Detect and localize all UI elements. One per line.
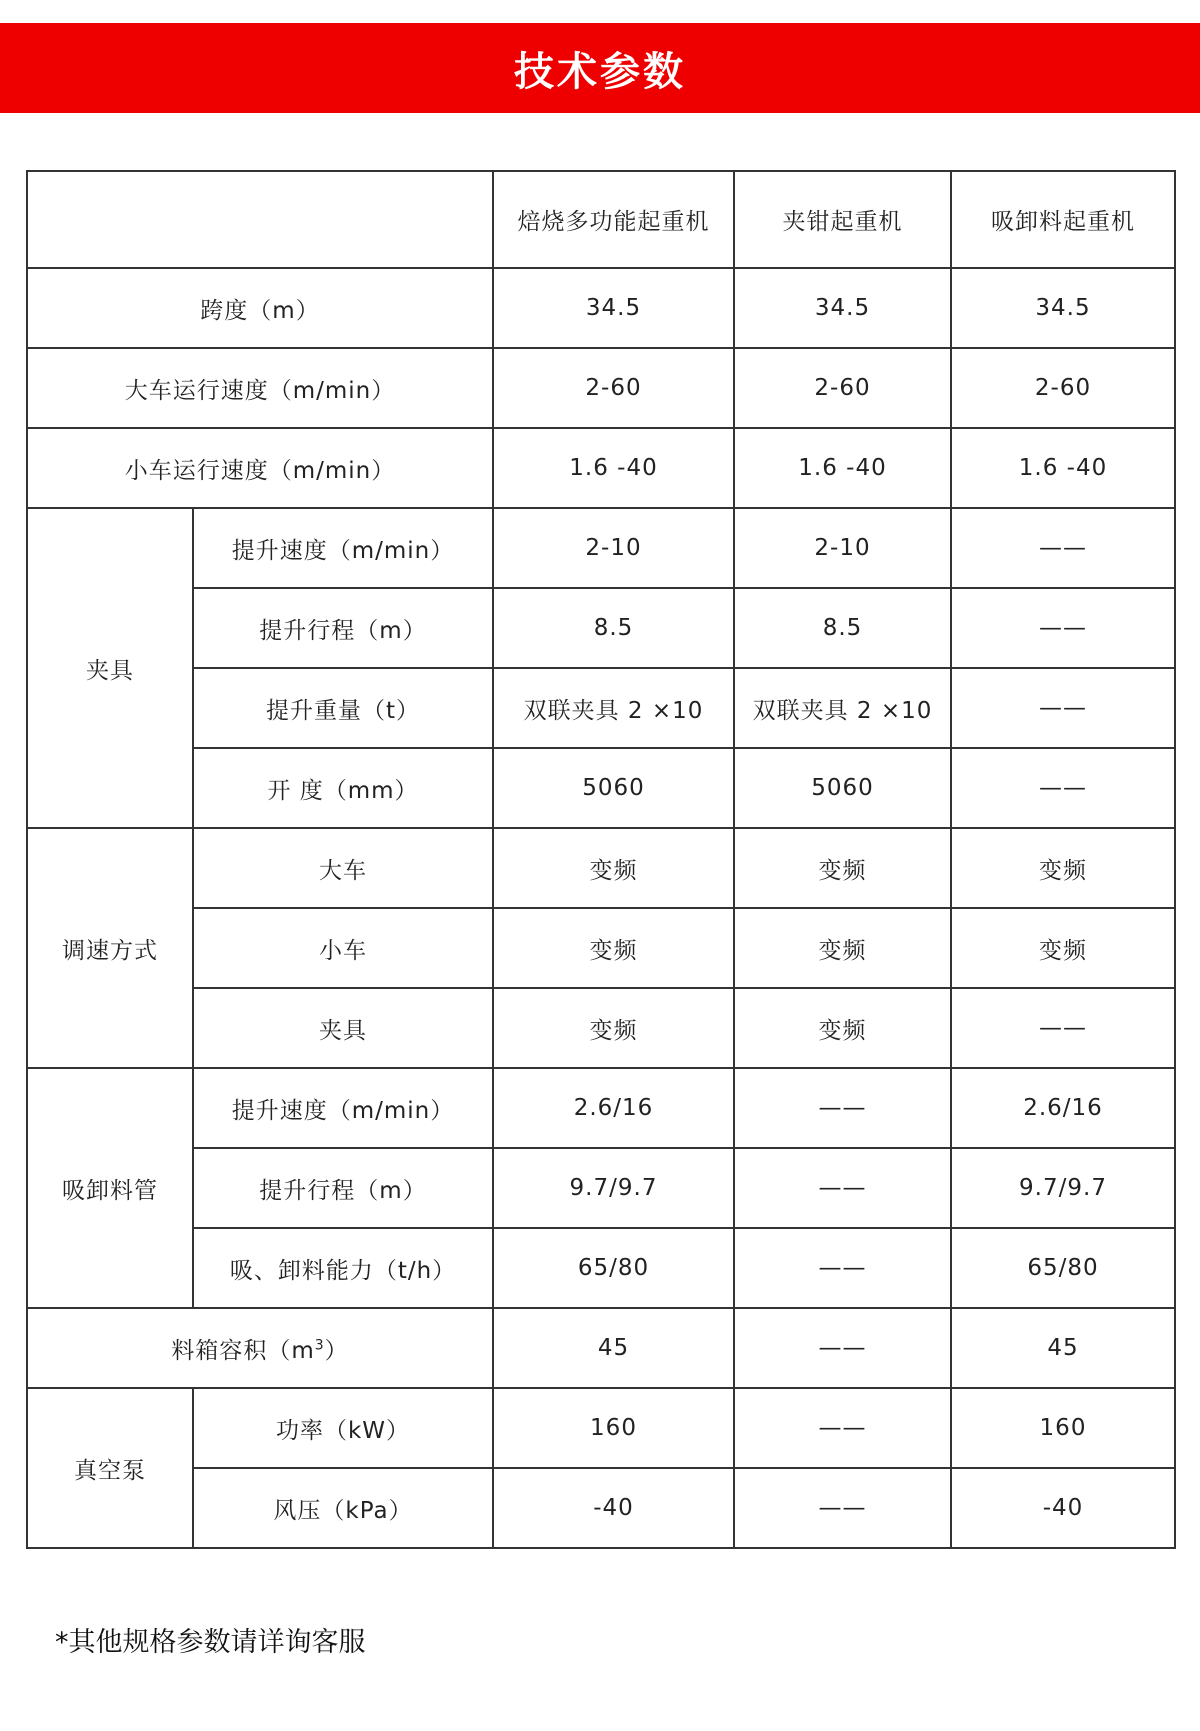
row-label: 吸、卸料能力（t/h） xyxy=(193,1228,493,1308)
table-cell: 变频 xyxy=(951,828,1175,908)
hopper-label-superscript: 3 xyxy=(314,1336,325,1353)
table-cell: 变频 xyxy=(734,908,951,988)
column-header: 夹钳起重机 xyxy=(734,171,951,268)
table-row xyxy=(27,668,1175,748)
row-label: 提升行程（m） xyxy=(193,1148,493,1228)
table-row xyxy=(27,988,1175,1068)
group-label-vacuum-pump: 真空泵 xyxy=(27,1388,193,1548)
table-cell: 2-60 xyxy=(493,348,734,428)
row-label: 提升速度（m/min） xyxy=(193,508,493,588)
group-label-clamp: 夹具 xyxy=(27,508,193,828)
table-cell: —— xyxy=(734,1308,951,1388)
table-row xyxy=(27,1468,1175,1548)
row-label: 风压（kPa） xyxy=(193,1468,493,1548)
table-row xyxy=(27,828,1175,908)
table-cell: 1.6 -40 xyxy=(493,428,734,508)
hopper-label-prefix: 料箱容积（m xyxy=(171,1337,315,1364)
row-label: 跨度（m） xyxy=(27,268,493,348)
group-label-suction-pipe: 吸卸料管 xyxy=(27,1068,193,1308)
table-cell: 5060 xyxy=(734,748,951,828)
table-cell: 5060 xyxy=(493,748,734,828)
table-cell: 双联夹具 2 ×10 xyxy=(493,668,734,748)
table-row xyxy=(27,748,1175,828)
table-cell: 变频 xyxy=(493,828,734,908)
table-cell: 变频 xyxy=(734,828,951,908)
hopper-label-suffix: ） xyxy=(324,1337,349,1364)
table-cell: 45 xyxy=(493,1308,734,1388)
page-title: 技术参数 xyxy=(514,48,686,95)
table-cell: 8.5 xyxy=(493,588,734,668)
table-cell: —— xyxy=(734,1468,951,1548)
table-cell: 2-60 xyxy=(951,348,1175,428)
table-cell: —— xyxy=(951,508,1175,588)
table-cell: —— xyxy=(951,668,1175,748)
table-cell: 2-10 xyxy=(734,508,951,588)
table-cell: 变频 xyxy=(734,988,951,1068)
group-label-speed-control: 调速方式 xyxy=(27,828,193,1068)
table-cell: 2.6/16 xyxy=(493,1068,734,1148)
table-row xyxy=(27,508,1175,588)
table-row xyxy=(27,908,1175,988)
table-cell: 2.6/16 xyxy=(951,1068,1175,1148)
table-row xyxy=(27,1148,1175,1228)
table-cell: —— xyxy=(951,588,1175,668)
table-row xyxy=(27,1388,1175,1468)
row-label: 夹具 xyxy=(193,988,493,1068)
table-row xyxy=(27,588,1175,668)
row-label: 提升重量（t） xyxy=(193,668,493,748)
row-label-hopper-volume xyxy=(27,1308,493,1388)
row-label: 提升速度（m/min） xyxy=(193,1068,493,1148)
table-row xyxy=(27,348,1175,428)
table-row xyxy=(27,428,1175,508)
header-corner-cell xyxy=(27,171,493,268)
table-cell: 变频 xyxy=(951,908,1175,988)
row-label: 小车运行速度（m/min） xyxy=(27,428,493,508)
table-cell: —— xyxy=(734,1388,951,1468)
table-cell: 160 xyxy=(493,1388,734,1468)
table-row xyxy=(27,1308,1175,1388)
column-header: 吸卸料起重机 xyxy=(951,171,1175,268)
table-cell: 34.5 xyxy=(493,268,734,348)
table-cell: 45 xyxy=(951,1308,1175,1388)
table-cell: 双联夹具 2 ×10 xyxy=(734,668,951,748)
table-cell: 34.5 xyxy=(734,268,951,348)
table-cell: 160 xyxy=(951,1388,1175,1468)
table-cell: 65/80 xyxy=(951,1228,1175,1308)
table-cell: 变频 xyxy=(493,988,734,1068)
table-cell: 1.6 -40 xyxy=(951,428,1175,508)
row-label: 功率（kW） xyxy=(193,1388,493,1468)
table-row xyxy=(27,268,1175,348)
table-cell: 65/80 xyxy=(493,1228,734,1308)
row-label: 小车 xyxy=(193,908,493,988)
table-cell: —— xyxy=(734,1148,951,1228)
table-header-row xyxy=(27,171,1175,268)
footnote: *其他规格参数请详询客服 xyxy=(55,1627,366,1658)
table-row xyxy=(27,1068,1175,1148)
table-cell: 34.5 xyxy=(951,268,1175,348)
table-cell: 2-10 xyxy=(493,508,734,588)
row-label: 大车运行速度（m/min） xyxy=(27,348,493,428)
row-label: 大车 xyxy=(193,828,493,908)
table-cell: -40 xyxy=(493,1468,734,1548)
header-banner xyxy=(0,23,1200,113)
table-cell: —— xyxy=(951,748,1175,828)
table-cell: —— xyxy=(734,1228,951,1308)
table-cell: —— xyxy=(734,1068,951,1148)
row-label: 开 度（mm） xyxy=(193,748,493,828)
table-cell: —— xyxy=(951,988,1175,1068)
table-cell: -40 xyxy=(951,1468,1175,1548)
row-label: 提升行程（m） xyxy=(193,588,493,668)
table-cell: 2-60 xyxy=(734,348,951,428)
spec-table xyxy=(26,170,1176,1549)
table-row xyxy=(27,1228,1175,1308)
table-cell: 8.5 xyxy=(734,588,951,668)
table-cell: 9.7/9.7 xyxy=(951,1148,1175,1228)
table-cell: 1.6 -40 xyxy=(734,428,951,508)
table-cell: 9.7/9.7 xyxy=(493,1148,734,1228)
column-header: 焙烧多功能起重机 xyxy=(493,171,734,268)
table-cell: 变频 xyxy=(493,908,734,988)
